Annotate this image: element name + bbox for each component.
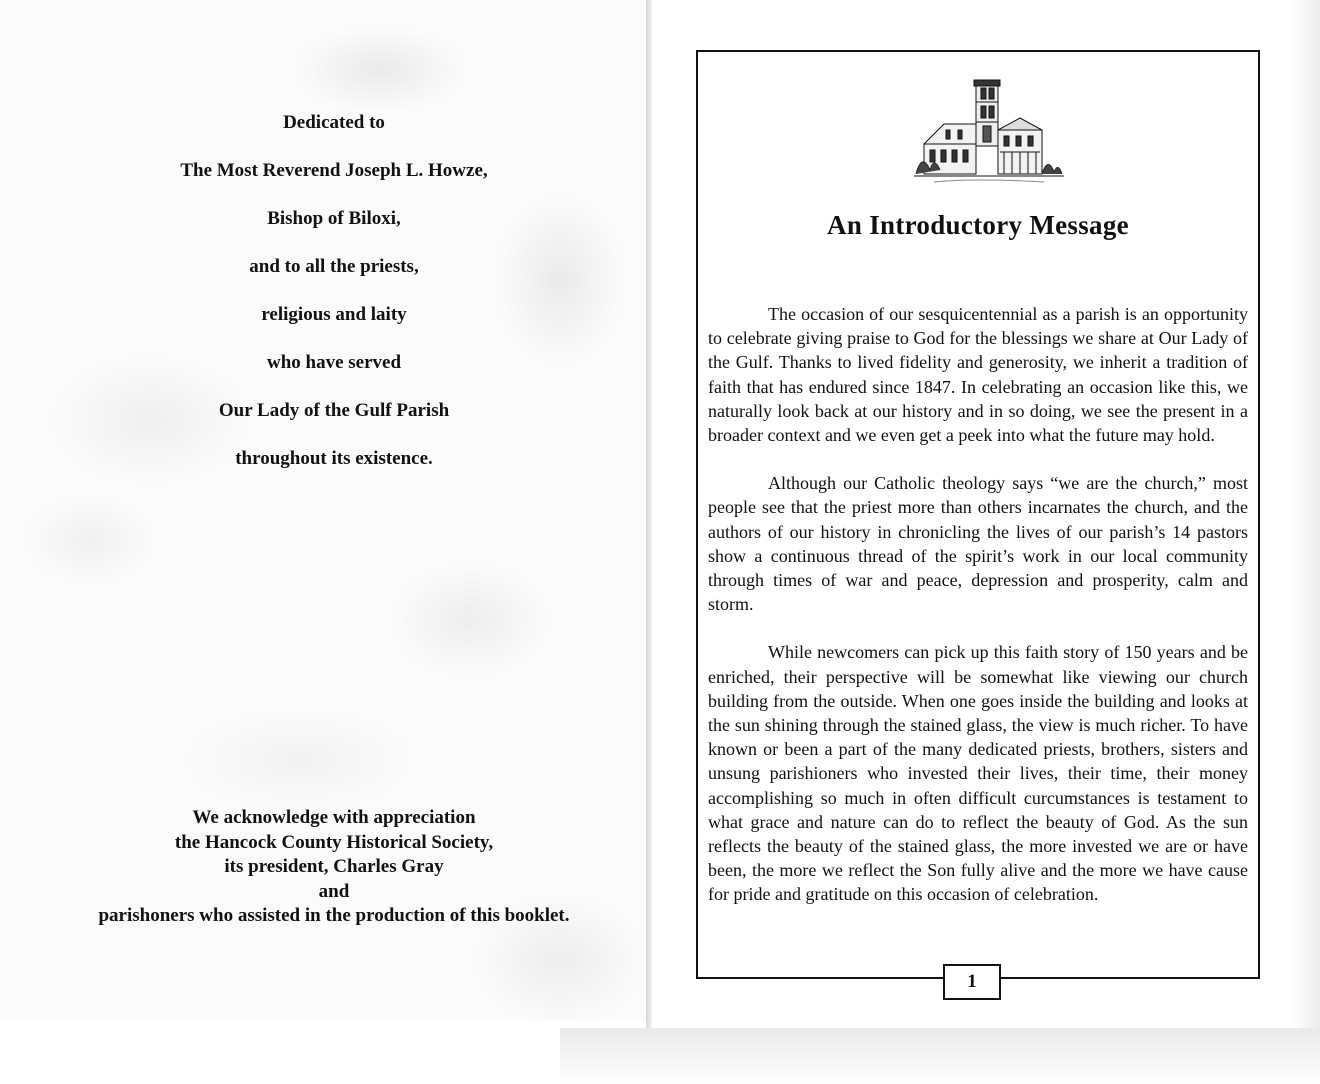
message-paragraph: The occasion of our sesquicentennial as a parish is an opportunity to celebrate giving praise to God for the blessings we share at Our Lady of the Gulf. Thanks to lived fidelity and generosity, we inherit a tradition of faith that has endured since 1847. In celebrating an occasion like this, we naturally look back at our history and in so doing, we see the present in a broader context and we even get a peek into what the future may hold. [708, 304, 1248, 446]
dedication-line: The Most Reverend Joseph L. Howze, [180, 160, 488, 181]
page-title: An Introductory Message [827, 210, 1129, 240]
dedication-line: and to all the priests, [249, 256, 419, 277]
page-edge-shadow [1292, 0, 1320, 1030]
dedication-line: Bishop of Biloxi, [267, 208, 401, 229]
page-number: 1 [943, 964, 1001, 1000]
acknowledgement-line: its president, Charles Gray [224, 856, 444, 877]
acknowledgement-line: and [318, 880, 350, 902]
scan-bottom-shadow [560, 1028, 1320, 1084]
church-illustration [914, 74, 1064, 192]
message-paragraph: Although our Catholic theology says “we are the church,” most people see that the priest more than others incarnates the church, and the authors of our history in chronicling the lives of our parish’s 14 pastors show a continuous thread of the spirit’s work in our local community through times of war and peace, depression and prosperity, calm and storm. [708, 473, 1248, 615]
dedication-line: who have served [266, 352, 402, 373]
acknowledgement-block [60, 806, 608, 929]
acknowledgement-line: the Hancock County Historical Society, [174, 831, 494, 853]
introductory-message-page [696, 50, 1260, 992]
dedication-line: Our Lady of the Gulf Parish [218, 400, 450, 421]
dedication-line: Dedicated to [283, 112, 385, 133]
dedication-line: throughout its existence. [235, 448, 433, 469]
book-spine [646, 0, 652, 1030]
message-paragraph: While newcomers can pick up this faith story of 150 years and be enriched, their perspective will be somewhat like viewing our church building from the outside. When one goes inside the building and looks at the sun shining through the stained glass, the view is much richer. To have known or been a part of the many dedicated priests, brothers, sisters and unsung parishioners who invested their lives, their time, their money accomplishing so much in often difficult curcumstances is testament to what grace and nature can do to reflect the beauty of God. As the sun reflects the beauty of the stained glass, the more invested we are or have been, the more we reflect the Son fully alive and the more we have cause for pride and gratitude on this occasion of celebration. [708, 642, 1248, 905]
dedication-page [0, 0, 648, 1020]
message-body [708, 302, 1248, 931]
dedication-block [100, 108, 568, 492]
acknowledgement-line: We acknowledge with appreciation [192, 807, 476, 828]
acknowledgement-line: parishoners who assisted in the production of this booklet. [98, 905, 570, 926]
dedication-line: religious and laity [261, 304, 407, 325]
